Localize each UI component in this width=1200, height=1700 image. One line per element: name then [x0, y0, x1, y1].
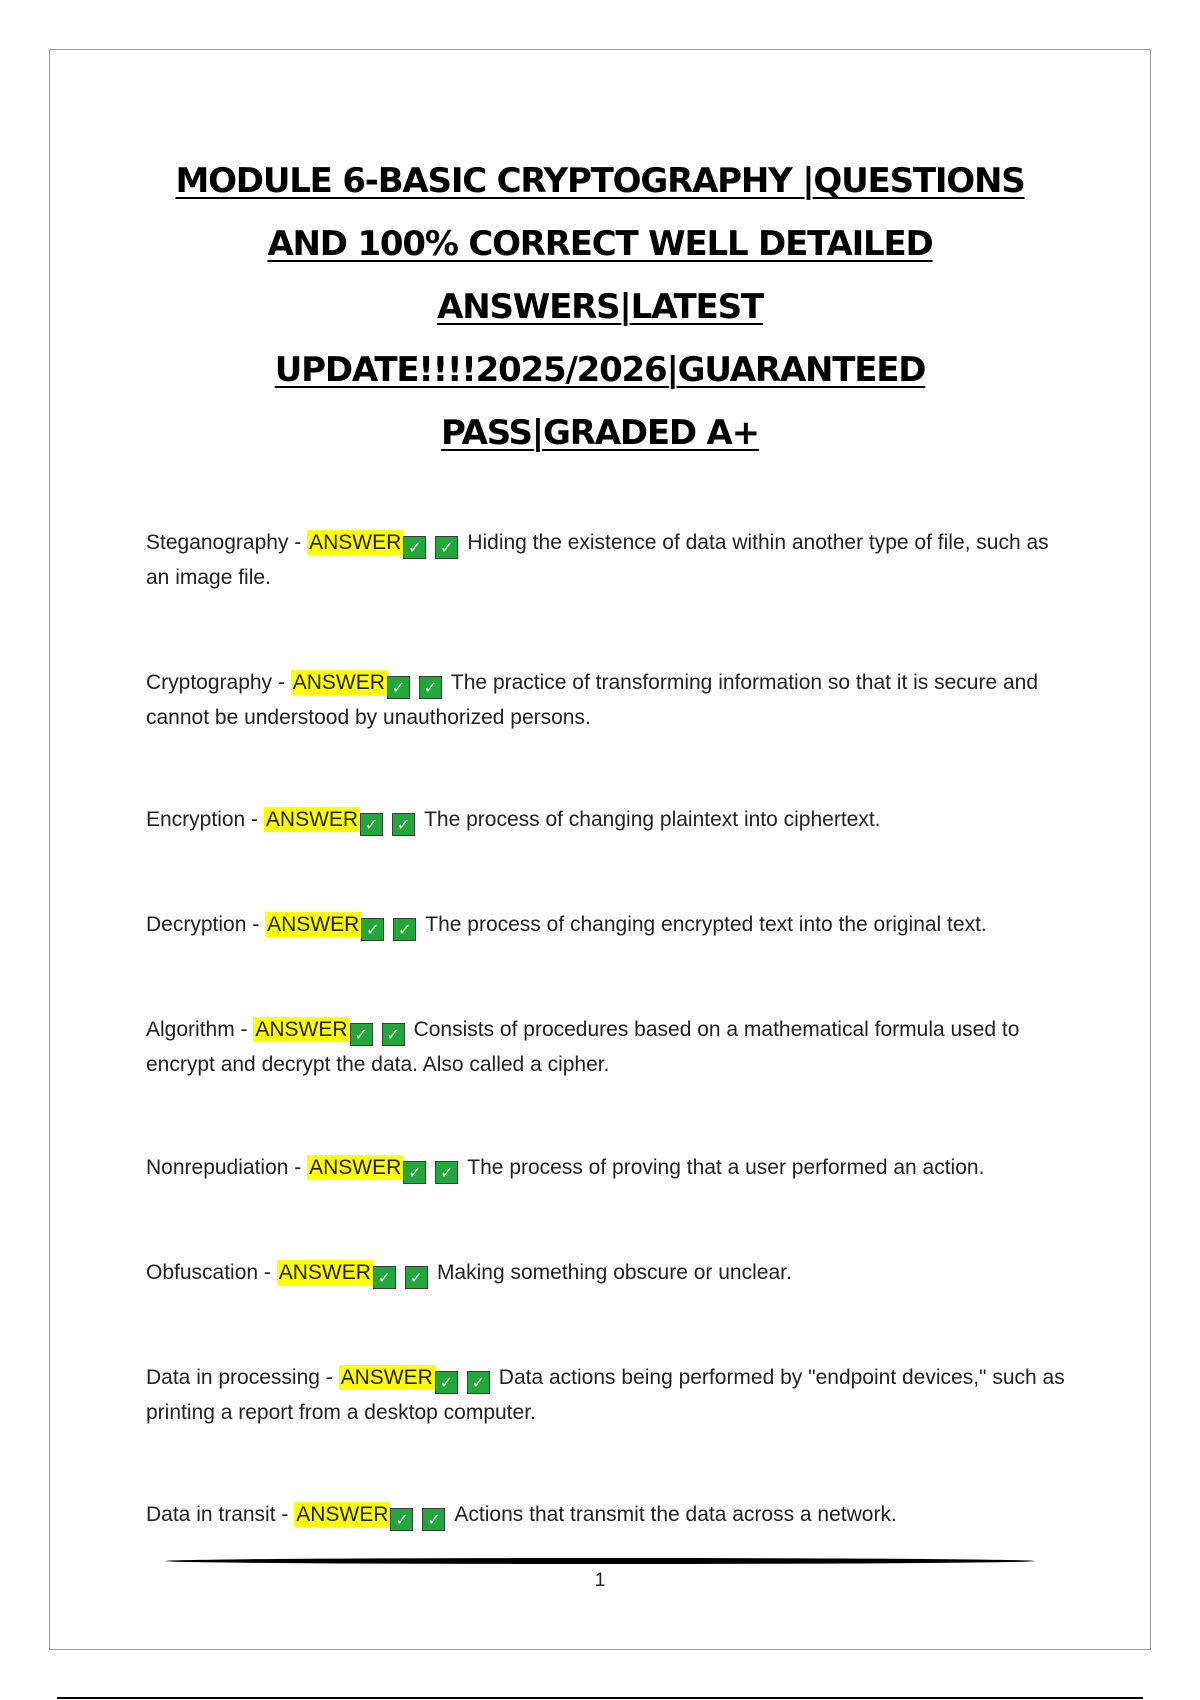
definition: The process of changing plaintext into ciphertext.	[424, 808, 881, 831]
answer-tag: ANSWER	[265, 808, 359, 831]
check-mark-icon: ✓	[382, 1023, 405, 1046]
definition: Data actions being performed by "endpoint devices," such as printing a report from a desktop computer.	[146, 1366, 1065, 1424]
answer-tag: ANSWER	[309, 531, 402, 554]
qa-entry-encryption	[146, 802, 1066, 837]
qa-entry-data-in-transit	[146, 1497, 1066, 1532]
answer-tag: ANSWER	[309, 1156, 402, 1179]
separator: -	[258, 1261, 277, 1284]
term: Encryption	[146, 808, 246, 831]
title-line: PASS|GRADED A+	[441, 413, 759, 453]
qa-entry-algorithm	[146, 1012, 1066, 1082]
definition: Actions that transmit the data across a network.	[454, 1503, 897, 1526]
qa-entry-decryption	[146, 907, 1066, 942]
definition: Consists of procedures based on a mathematical formula used to encrypt and decrypt the data. Also called a cipher.	[146, 1018, 1020, 1076]
qa-entry-cryptography	[146, 665, 1066, 735]
qa-entry-steganography	[146, 525, 1066, 595]
footer-divider	[165, 1558, 1035, 1564]
title-line: MODULE 6-BASIC CRYPTOGRAPHY |QUESTIONS	[175, 161, 1025, 201]
separator: -	[245, 808, 264, 831]
check-mark-icon: ✓	[393, 918, 416, 941]
check-mark-icon: ✓	[387, 676, 410, 699]
check-mark-icon: ✓	[360, 813, 383, 836]
definition: Hiding the existence of data within another type of file, such as an image file.	[146, 531, 1049, 589]
page-number: 1	[594, 1570, 606, 1591]
check-mark-icon: ✓	[435, 1161, 458, 1184]
title-line: UPDATE!!!!2025/2026|GUARANTEED	[274, 350, 926, 390]
separator: -	[246, 913, 266, 936]
qa-entry-obfuscation	[146, 1255, 1066, 1290]
check-mark-icon: ✓	[390, 1508, 413, 1531]
term: Data in transit	[146, 1503, 276, 1526]
title-line: ANSWERS|LATEST	[437, 287, 763, 327]
check-mark-icon: ✓	[361, 918, 384, 941]
answer-tag: ANSWER	[340, 1366, 433, 1389]
check-mark-icon: ✓	[467, 1371, 490, 1394]
term: Decryption	[146, 913, 247, 936]
definition: The process of changing encrypted text into the original text.	[425, 913, 987, 936]
term: Steganography	[146, 531, 289, 554]
check-mark-icon: ✓	[419, 676, 442, 699]
check-mark-icon: ✓	[373, 1266, 396, 1289]
separator: -	[319, 1366, 339, 1389]
separator: -	[288, 531, 308, 554]
term: Cryptography	[146, 671, 273, 694]
check-mark-icon: ✓	[405, 1266, 428, 1289]
check-mark-icon: ✓	[422, 1508, 445, 1531]
definition: The process of proving that a user performed an action.	[467, 1156, 985, 1179]
title-line: AND 100% CORRECT WELL DETAILED	[267, 224, 933, 264]
separator: -	[272, 671, 291, 694]
check-mark-icon: ✓	[435, 536, 458, 559]
definition: The practice of transforming information so that it is secure and cannot be understood by unauthorized persons.	[146, 671, 1039, 729]
term: Algorithm	[146, 1018, 235, 1041]
page-bottom-divider	[57, 1697, 1143, 1699]
answer-tag: ANSWER	[278, 1261, 371, 1284]
answer-tag: ANSWER	[296, 1503, 389, 1526]
answer-tag: ANSWER	[255, 1018, 348, 1041]
document-title	[120, 150, 1080, 465]
definition: Making something obscure or unclear.	[436, 1261, 792, 1284]
term: Data in processing	[146, 1366, 320, 1389]
separator: -	[288, 1156, 308, 1179]
qa-entry-data-in-processing	[146, 1360, 1066, 1430]
separator: -	[275, 1503, 295, 1526]
check-mark-icon: ✓	[403, 536, 426, 559]
check-mark-icon: ✓	[350, 1023, 373, 1046]
answer-tag: ANSWER	[292, 671, 385, 694]
separator: -	[234, 1018, 254, 1041]
check-mark-icon: ✓	[435, 1371, 458, 1394]
check-mark-icon: ✓	[392, 813, 415, 836]
term: Nonrepudiation	[146, 1156, 289, 1179]
check-mark-icon: ✓	[403, 1161, 426, 1184]
qa-entry-nonrepudiation	[146, 1150, 1066, 1185]
answer-tag: ANSWER	[267, 913, 360, 936]
term: Obfuscation	[146, 1261, 259, 1284]
